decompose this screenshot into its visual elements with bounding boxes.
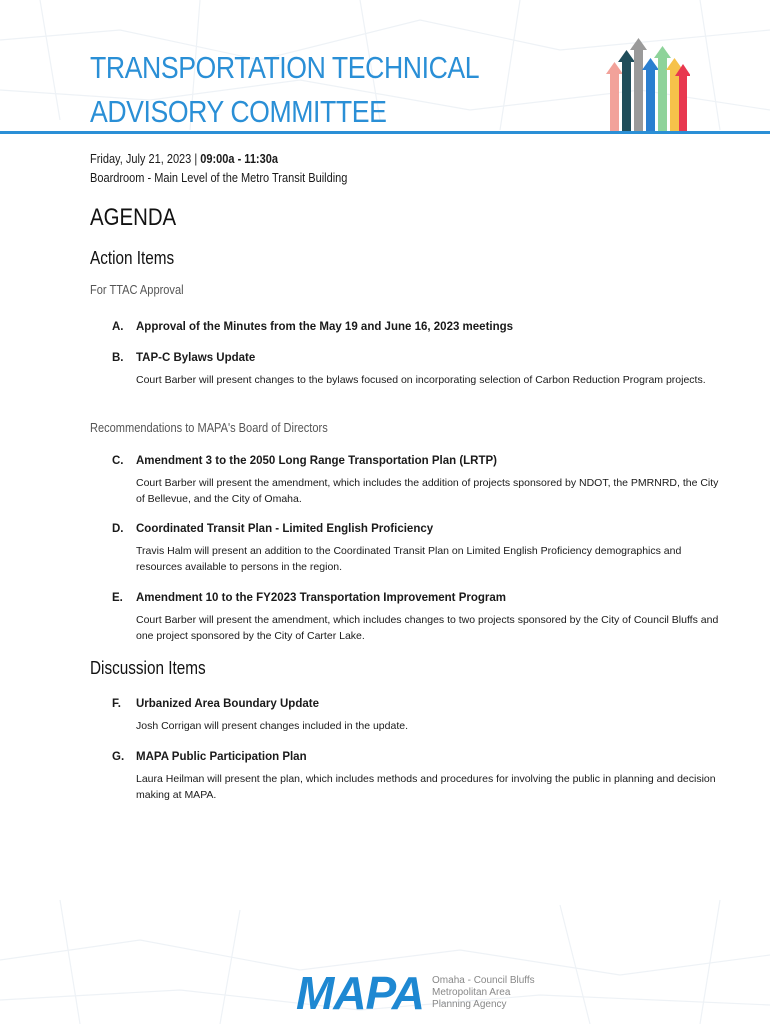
agenda-item-desc: Josh Corrigan will present changes included in the update. [136,720,409,732]
recommendations-subheading: Recommendations to MAPA's Board of Directors [90,420,328,435]
agenda-item-title: Urbanized Area Boundary Update [136,698,319,710]
agenda-item-desc: Laura Heilman will present the plan, which includes methods and procedures for involving the public in planning and decision making at MAPA. [136,773,716,801]
agenda-heading: AGENDA [90,204,177,231]
agenda-item-title: Approval of the Minutes from the May 19 and June 16, 2023 meetings [136,321,514,333]
agenda-item-c: C. Amendment 3 to the 2050 Long Range Transportation Plan (LRTP) Court Barber will present the amendment, which includes the addition of projects sponsored by NDOT, the PMRNRD, the City of Bellevue, and the City of Omaha. [112,455,722,507]
title-line-1: TRANSPORTATION TECHNICAL [90,50,480,85]
agenda-item-title: Amendment 10 to the FY2023 Transportation Improvement Program [136,592,506,604]
header [0,0,770,140]
title-line-2: ADVISORY COMMITTEE [90,94,387,129]
agenda-item-a: A. Approval of the Minutes from the May 19 and June 16, 2023 meetings [112,321,514,333]
agenda-item-f: F. Urbanized Area Boundary Update Josh Corrigan will present changes included in the update. [112,698,722,734]
rising-arrows-icon [606,34,690,132]
agenda-item-desc: Court Barber will present the amendment, which includes changes to two projects sponsored by the City of Council Bluffs and one project sponsored by the City of Carter Lake. [136,614,719,642]
mapa-logo [296,966,535,1020]
header-divider [0,131,770,134]
action-items-heading: Action Items [90,248,175,268]
approval-subheading: For TTAC Approval [90,282,184,297]
meeting-info [90,150,347,188]
meeting-time: 09:00a - 11:30a [200,152,278,166]
discussion-items-heading: Discussion Items [90,658,206,678]
logo-wordmark: MAPA [296,967,425,1019]
agenda-item-title: TAP-C Bylaws Update [136,352,256,364]
logo-subtitle: Omaha - Council Bluffs Metropolitan Area Planning Agency [432,975,535,1010]
agenda-item-title: Coordinated Transit Plan - Limited English Proficiency [136,523,434,535]
agenda-item-desc: Court Barber will present changes to the bylaws focused on incorporating selection of Carbon Reduction Program projects. [136,374,706,386]
agenda-item-g: G. MAPA Public Participation Plan Laura Heilman will present the plan, which includes methods and procedures for involving the public in planning and decision making at MAPA. [112,751,722,803]
agenda-item-title: MAPA Public Participation Plan [136,751,307,763]
agenda-item-b: B. TAP-C Bylaws Update Court Barber will present changes to the bylaws focused on incorporating selection of Carbon Reduction Program projects. [112,352,722,388]
meeting-location: Boardroom - Main Level of the Metro Transit Building [90,171,348,185]
meeting-datetime: Friday, July 21, 2023 | 09:00a - 11:30a [90,152,278,166]
agenda-item-e: E. Amendment 10 to the FY2023 Transportation Improvement Program Court Barber will present the amendment, which includes changes to two projects sponsored by the City of Council Bluffs and one project sponsored by the City of Carter Lake. [112,592,722,644]
agenda-item-desc: Court Barber will present the amendment, which includes the addition of projects sponsored by NDOT, the PMRNRD, the City of Bellevue, and the City of Omaha. [136,477,719,505]
page-title [90,46,479,134]
agenda-item-d: D. Coordinated Transit Plan - Limited English Proficiency Travis Halm will present an addition to the Coordinated Transit Plan on Limited English Proficiency demographics and resources available to persons in the region. [112,523,722,575]
agenda-item-desc: Travis Halm will present an addition to the Coordinated Transit Plan on Limited English Proficiency demographics and resources available to persons in the region. [136,545,682,573]
agenda-item-title: Amendment 3 to the 2050 Long Range Transportation Plan (LRTP) [136,455,498,467]
